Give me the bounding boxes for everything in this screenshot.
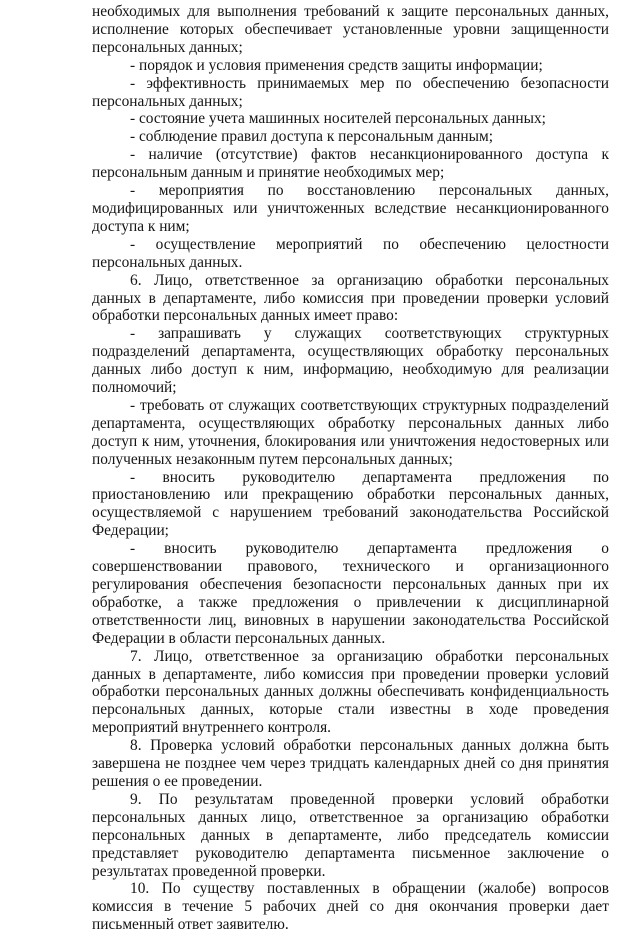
list-item-request-information: - запрашивать у служащих соответствующих структурных подразделений департамента, осуществляющих обработку персональных данных либо доступ к ним, информацию, необходимую для реализации полномочий; [92,325,609,397]
paragraph-10: 10. По существу поставленных в обращении (жалобе) вопросов комиссия в течение 5 рабочих дней со дня окончания проверки дает письменный ответ заявителю. [92,880,609,934]
list-item-propose-suspension: - вносить руководителю департамента предложения по приостановлению или прекращению обработки персональных данных, осуществляемой с нарушением требований законодательства Российской Федерации; [92,468,609,540]
list-item-protection-means: - порядок и условия применения средств защиты информации; [130,56,543,74]
list-item-access-rules: - соблюдение правил доступа к персональным данным; [130,128,493,146]
paragraph-7: 7. Лицо, ответственное за организацию обработки персональных данных в департаменте, либо комиссия при проведении проверки условий обработки персональных данных должны обеспечивать конфиденциальность персональных данных, которые стали известны в ходе проведения мероприятий внутреннего контроля. [92,647,609,737]
list-item-restoration: - мероприятия по восстановлению персональных данных, модифицированных или уничтоженных вследствие несанкционированного доступа к ним; [92,182,609,235]
paragraph-9: 9. По результатам проведенной проверки условий обработки персональных данных лицо, ответственное за организацию обработки персональных данных в департаменте, либо председатель комиссии представляет руководителю департамента письменное заключение о результатах проведенной проверки. [92,790,609,880]
list-item-unauthorized-access: - наличие (отсутствие) фактов несанкционированного доступа к персональным данным и принятие необходимых мер; [92,146,609,182]
list-item-integrity: - осуществление мероприятий по обеспечению целостности персональных данных. [92,235,609,271]
document-body [92,3,609,934]
list-item-demand-correction: - требовать от служащих соответствующих структурных подразделений департамента, осуществляющих обработку персональных данных либо доступ к ним, уточнения, блокирования или уничтожения недостоверных или полученных незаконным путем персональных данных; [92,396,609,468]
paragraph-6: 6. Лицо, ответственное за организацию обработки персональных данных в департаменте, либо комиссия при проведении проверки условий обработки персональных данных имеет право: [92,271,609,325]
list-item-propose-improvement: - вносить руководителю департамента предложения о совершенствовании правового, технического и организационного регулирования обеспечения безопасности персональных данных при их обработке, а также предложения о привлечении к дисциплинарной ответственности лиц, виновных в нарушении законодательства Российской Федерации в области персональных данных. [92,540,609,647]
paragraph-8: 8. Проверка условий обработки персональных данных должна быть завершена не позднее чем через тридцать календарных дней со дня принятия решения о ее проведении. [92,737,609,790]
list-item-media-accounting: - состояние учета машинных носителей персональных данных; [130,110,546,128]
paragraph-continuation: необходимых для выполнения требований к защите персональных данных, исполнение которых обеспечивает установленные уровни защищенности персональных данных; [92,3,609,56]
list-item-effectiveness: - эффективность принимаемых мер по обеспечению безопасности персональных данных; [92,74,609,110]
